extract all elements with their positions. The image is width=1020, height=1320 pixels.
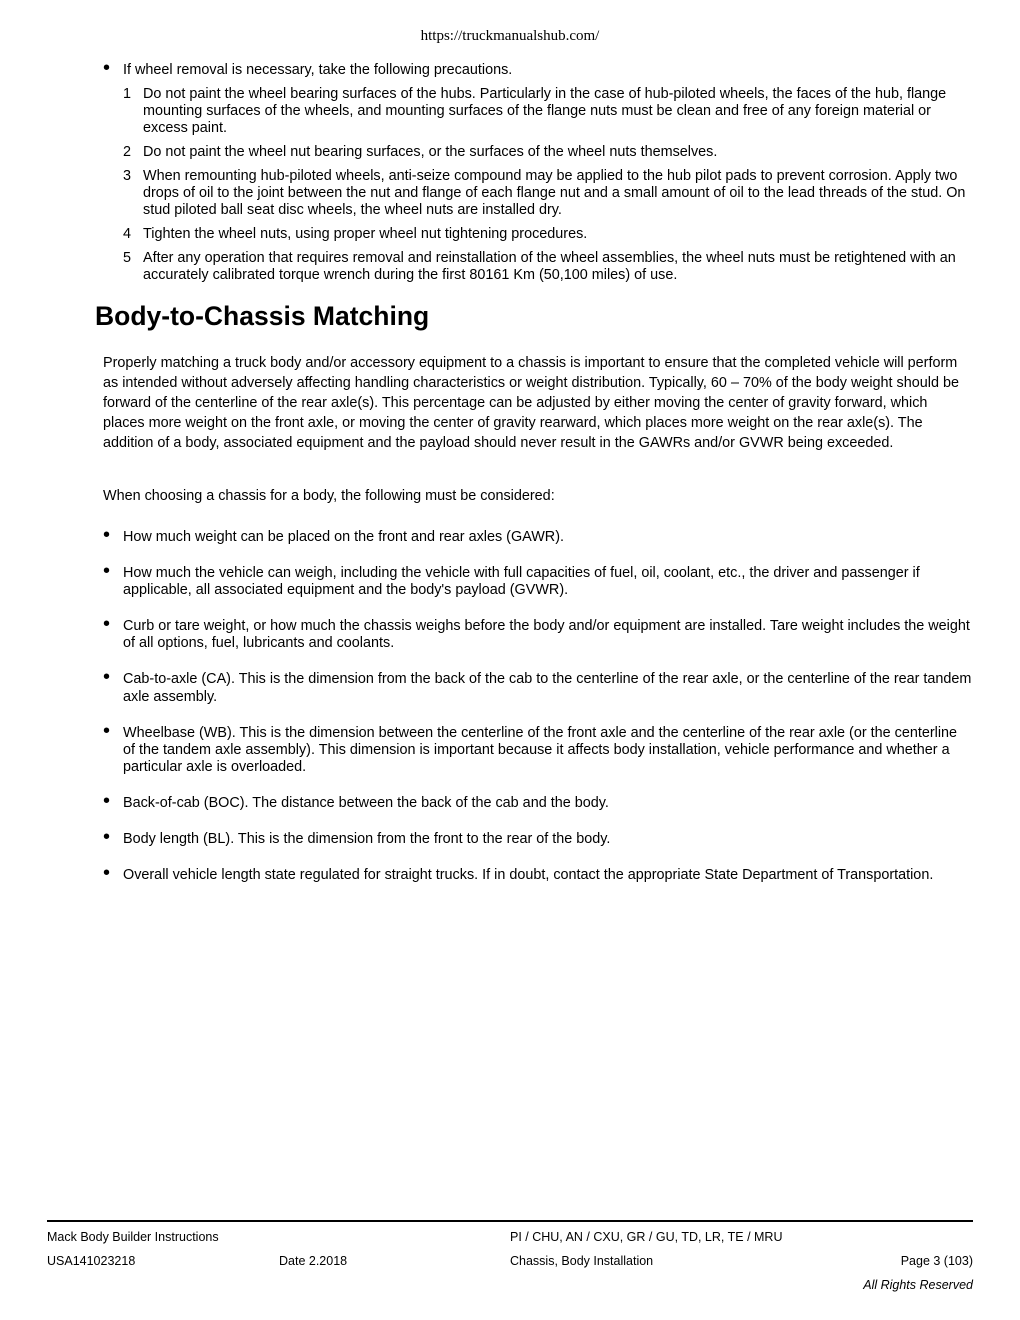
footer-models: PI / CHU, AN / CXU, GR / GU, TD, LR, TE / MRU [510, 1230, 783, 1244]
list-item [103, 524, 973, 546]
list-item [123, 144, 973, 161]
item-text: Tighten the wheel nuts, using proper wheel nut tightening procedures. [143, 226, 588, 243]
list-item [103, 790, 973, 813]
bullet-icon: • [103, 57, 111, 79]
section-title: Body-to-Chassis Matching [95, 301, 430, 331]
item-text: Back-of-cab (BOC). The distance between the back of the cab and the body. [123, 795, 609, 812]
bullet-icon: • [103, 666, 111, 689]
footer-page-number: Page 3 (103) [900, 1254, 973, 1268]
list-item [103, 826, 973, 849]
footer-date: Date 2.2018 [279, 1254, 348, 1268]
bullet-icon: • [103, 790, 111, 813]
item-text: How much weight can be placed on the front and rear axles (GAWR). [123, 529, 564, 545]
item-number: 4 [123, 226, 132, 243]
item-text: After any operation that requires removal and reinstallation of the wheel assemblies, the wheel nuts must be retightened with an accurately calibrated torque wrench during the first 80161 Km (50,100 miles) of use. [143, 250, 956, 284]
bullet-icon: • [103, 719, 111, 742]
bullet-icon: • [103, 560, 111, 582]
item-number: 5 [123, 250, 132, 266]
item-text: Body length (BL). This is the dimension from the front to the rear of the body. [123, 831, 611, 848]
intro-paragraph: When choosing a chassis for a body, the following must be considered: [103, 488, 555, 504]
header-url: https://truckmanualshub.com/ [420, 28, 600, 44]
footer-divider [47, 1220, 973, 1222]
item-number: 2 [123, 144, 132, 161]
list-item [103, 719, 973, 777]
footer-rights: All Rights Reserved [863, 1278, 973, 1292]
item-text: Overall vehicle length state regulated for straight trucks. If in doubt, contact the appropriate State Department of Transportation. [123, 867, 934, 884]
bullet-icon: • [103, 862, 111, 885]
intro-bullet-text: If wheel removal is necessary, take the following precautions. [123, 62, 513, 78]
item-number: 1 [123, 86, 132, 102]
footer-doc-title: Mack Body Builder Instructions [47, 1230, 219, 1244]
footer-doc-number: USA141023218 [47, 1254, 136, 1268]
item-number: 3 [123, 168, 132, 184]
item-text: Curb or tare weight, or how much the chassis weighs before the body and/or equipment are installed. Tare weight includes the weight of all options, fuel, lubricants and coolants. [123, 618, 970, 652]
item-text: Cab-to-axle (CA). This is the dimension from the back of the cab to the centerline of the rear axle, or the centerline of the rear tandem axle assembly. [123, 671, 972, 705]
bullet-icon: • [103, 613, 111, 636]
item-text: Do not paint the wheel nut bearing surfaces, or the surfaces of the wheel nuts themselves. [143, 144, 718, 161]
considerations-list [103, 524, 973, 903]
list-item [103, 613, 973, 652]
item-text: Wheelbase (WB). This is the dimension between the centerline of the front axle and the centerline of the rear axle (or the centerline of the tandem axle assembly). This dimension is important because it affects body installation, vehicle performance and whether a particular axle is overloaded. [123, 724, 958, 776]
list-item [123, 226, 973, 243]
list-item [103, 862, 973, 885]
item-text: Do not paint the wheel bearing surfaces of the hubs. Particularly in the case of hub-piloted wheels, the faces of the hub, flange mounting surfaces of the wheels, and mounting surfaces of the flange nuts must be clean and free of any foreign material or excess paint. [143, 86, 947, 137]
list-item [103, 560, 973, 599]
item-text: When remounting hub-piloted wheels, anti-seize compound may be applied to the hub pilot pads to prevent corrosion. Apply two drops of oil to the joint between the nut and flange of each flange nut and a small amount of oil to the lead threads of the stud. On stud piloted ball seat disc wheels, the wheel nuts are installed dry. [143, 168, 966, 219]
list-item [123, 86, 973, 138]
list-item [123, 250, 973, 284]
item-text: How much the vehicle can weigh, including the vehicle with full capacities of fuel, oil, coolant, etc., the driver and passenger if applicable, all associated equipment and the body's payload (GVWR). [123, 565, 920, 599]
footer-topic: Chassis, Body Installation [510, 1254, 654, 1268]
list-item [103, 666, 973, 705]
bullet-icon: • [103, 826, 111, 849]
precautions-list [123, 86, 973, 291]
bullet-icon: • [103, 524, 111, 546]
list-item [123, 168, 973, 220]
body-paragraph: Properly matching a truck body and/or accessory equipment to a chassis is important to ensure that the completed vehicle will perform as intended without adversely affecting handling characteristics or weight distribution. Typically, 60 – 70% of the body weight should be forward of the centerline of the rear axle(s). This percentage can be adjusted by either moving the center of gravity forward, which places more weight on the front axle, or moving the center of gravity rearward, which places more weight on the rear axle(s). The addition of a body, associated equipment and the payload should never result in the GAWRs and/or GVWR being exceeded. [103, 355, 959, 451]
